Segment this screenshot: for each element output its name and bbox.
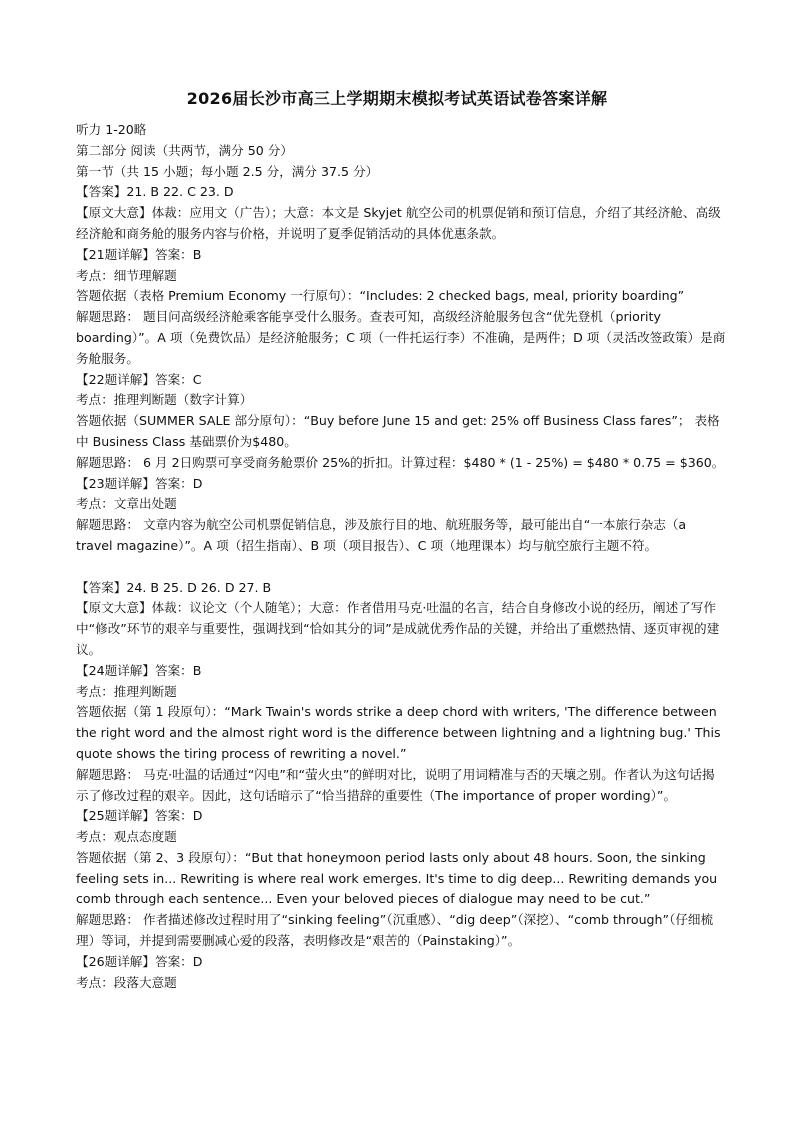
page-title: 2026届长沙市高三上学期期末模拟考试英语试卷答案详解: [186, 89, 608, 108]
blank-line: [76, 557, 726, 578]
text-line: 【24题详解】答案：B: [76, 662, 202, 678]
text-line: 考点：文章出处题: [76, 496, 177, 512]
text-line: 答题依据（第 1 段原句）：“Mark Twain's words strike a deep chord with writers, 'The difference between the right word and the almost right word is the difference between lightning and a lightning bug.' This quote shows the tiring process of rewriting a novel.”: [76, 704, 721, 761]
text-line: 解题思路： 文章内容为航空公司机票促销信息，涉及旅行目的地、航班服务等，最可能出自“一本旅行杂志（a travel magazine）”。A 项（招生指南）、B 项（项目报告）、C 项（地理课本）均与航空旅行主题不符。: [76, 517, 687, 553]
text-line: 解题思路： 作者描述修改过程时用了“sinking feeling”（沉重感）、“dig deep”（深挖）、“comb through”（仔细梳理）等词，并提到需要删减心爱的段落，表明修改是“艰苦的（Painstaking）”。: [76, 912, 714, 949]
text-line: 【答案】21. B 22. C 23. D: [76, 184, 234, 200]
text-line: 第二部分 阅读（共两节，满分 50 分）: [76, 142, 293, 158]
answer-explanation-body: [76, 120, 726, 993]
text-line: 考点：观点态度题: [76, 829, 177, 845]
text-line: 答题依据（SUMMER SALE 部分原句）：“Buy before June 15 and get: 25% off Business Class fares”； 表格中 Business Class 基础票价为$480。: [76, 413, 720, 449]
text-line: 【23题详解】答案：D: [76, 475, 203, 491]
text-line: 答题依据（表格 Premium Economy 一行原句）：“Includes: 2 checked bags, meal, priority boarding”: [76, 288, 685, 304]
text-line: 【原文大意】体裁：应用文（广告）；大意：本文是 Skyjet 航空公司的机票促销和预订信息，介绍了其经济舱、高级经济舱和商务舱的服务内容与价格，并说明了夏季促销活动的具体优惠条款。: [76, 205, 721, 241]
text-line: 解题思路： 题目问高级经济舱乘客能享受什么服务。查表可知，高级经济舱服务包含“优先登机（priority boarding）”。A 项（免费饮品）是经济舱服务；C 项（一件托运行李）不准确，是两件；D 项（灵活改签政策）是商务舱服务。: [76, 309, 726, 366]
text-line: 考点：推理判断题（数字计算）: [76, 392, 253, 408]
text-line: 考点：推理判断题: [76, 683, 177, 699]
text-line: 答题依据（第 2、3 段原句）：“But that honeymoon period lasts only about 48 hours. Soon, the sinking feeling sets in... Rewriting is where real work emerges. It's time to dig deep... Rewriting demands you comb through each sentence... Even your beloved pieces of dialogue may need to be cut.”: [76, 849, 718, 907]
text-line: 考点：段落大意题: [76, 974, 177, 990]
text-line: 【26题详解】答案：D: [76, 953, 203, 969]
text-line: 听力 1-20略: [76, 122, 147, 137]
text-line: 【22题详解】答案：C: [76, 371, 202, 387]
text-line: 解题思路： 马克·吐温的话通过“闪电”和“萤火虫”的鲜明对比，说明了用词精准与否的天壤之别。作者认为这句话揭示了修改过程的艰辛。因此，这句话暗示了“恰当措辞的重要性（The importance of proper wording）”。: [76, 766, 715, 803]
text-line: 【答案】24. B 25. D 26. D 27. B: [76, 579, 272, 595]
text-line: 【25题详解】答案：D: [76, 808, 203, 824]
text-line: 【原文大意】体裁：议论文（个人随笔）；大意：作者借用马克·吐温的名言，结合自身修改小说的经历，阐述了写作中“修改”环节的艰辛与重要性，强调找到“恰如其分的词”是成就优秀作品的关键，并给出了重燃热情、逐页审视的建议。: [76, 600, 720, 657]
text-line: 【21题详解】答案：B: [76, 246, 202, 262]
text-line: 第一节（共 15 小题；每小题 2.5 分，满分 37.5 分）: [76, 163, 379, 179]
text-line: 解题思路： 6 月 2日购票可享受商务舱票价 25%的折扣。计算过程：$480 * (1 - 25%) = $480 * 0.75 = $360。: [76, 454, 725, 470]
text-line: 考点：细节理解题: [76, 267, 177, 283]
